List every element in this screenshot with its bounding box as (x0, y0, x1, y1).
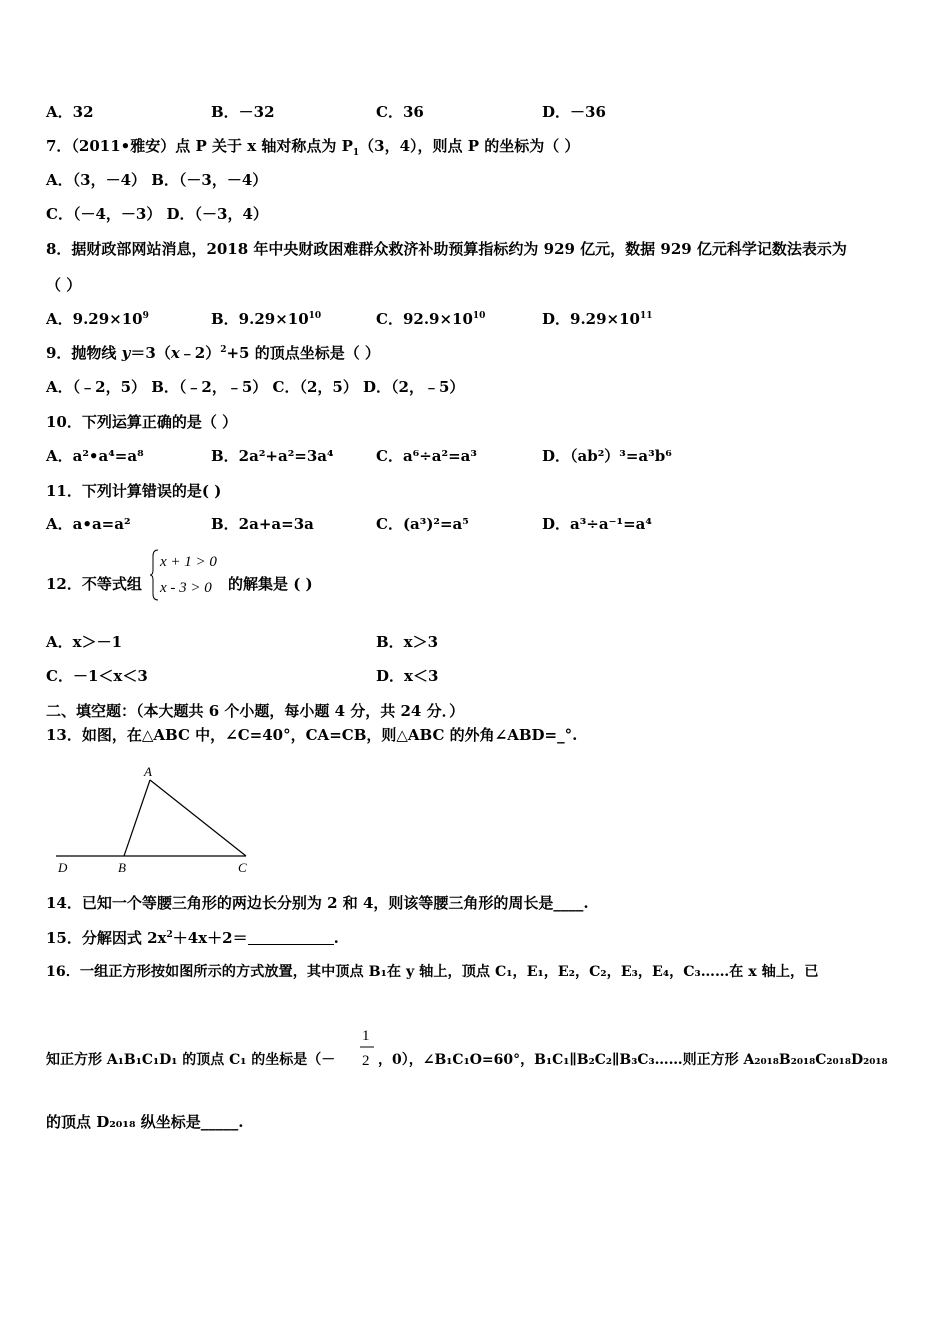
q8-paren: （ ） (46, 276, 82, 294)
q12-inequality-1: x + 1 > 0 (160, 554, 217, 570)
label-c: C (238, 860, 247, 875)
q12-inequality-system (150, 548, 230, 602)
q7-stem: 7．（2011•雅安）点 P 关于 x 轴对称点为 $P_1(3$，4），则点 P 的坐标为（ ） (46, 137, 580, 158)
q12-option-d: D．x＜3 (376, 667, 439, 685)
q7-options-cd: C．（－4，－3） D．（－3，4） (46, 205, 268, 223)
q10-stem: 10．下列运算正确的是（ ） (46, 413, 238, 431)
q13-triangle-figure (52, 762, 262, 877)
q16-line-2b: ，0），∠B₁C₁O=60°，B₁C₁∥B₂C₂∥B₃C₃……则正方形 A₂₀₁₈B₂₀₁₈C₂₀₁₈D₂₀₁₈ (378, 1052, 888, 1068)
label-b: B (118, 860, 126, 875)
q8-option-a: A．$9.29\times 10^9$ (46, 310, 149, 328)
q13-stem: 13．如图，在△ABC 中，∠C=40°，CA=CB，则△ABC 的外角∠ABD=_°. (46, 726, 578, 744)
q8-stem: 8．据财政部网站消息，2018 年中央财政困难群众救济补助预算指标约为 929 亿元，数据 929 亿元科学记数法表示为 (46, 240, 847, 258)
q15-answer-blank[interactable] (248, 930, 334, 945)
q11-stem: 11．下列计算错误的是( ) (46, 482, 222, 500)
q7-options-ab: A．（3，－4） B．（－3，－4） (46, 171, 268, 189)
q11-option-b: B．2a+a=3a (211, 515, 314, 533)
q6-option-b: B．－32 (211, 103, 275, 121)
q16-line-3: 的顶点 D₂₀₁₈ 纵坐标是_____. (46, 1113, 244, 1131)
q12-stem-b: 的解集是 ( ) (228, 575, 313, 593)
svg-text:2: 2 (362, 1053, 370, 1069)
q8-option-d: D．$9.29\times 10^{11}$ (542, 310, 653, 328)
q9-options: A．（﹣2，5） B．（﹣2，﹣5） C．（2，5） D．（2，﹣5） (46, 378, 465, 396)
q16-fraction-one-half (358, 1024, 376, 1074)
q12-option-b: B．x＞3 (376, 633, 439, 651)
q10-option-b: B．2a²+a²=3a⁴ (211, 447, 334, 465)
q10-option-d: D．（ab²）³=a³b⁶ (542, 447, 672, 465)
q11-option-c: C．(a³)²=a⁵ (376, 515, 469, 533)
section-heading: 二、填空题：（本大题共 6 个小题，每小题 4 分，共 24 分．） (46, 702, 465, 720)
label-a: A (144, 764, 152, 779)
q12-inequality-2: x - 3 > 0 (160, 580, 212, 596)
q10-option-c: C．a⁶÷a²=a³ (376, 447, 477, 465)
q15-stem: 15．分解因式 $2x^2+4x+2=$ . (46, 929, 339, 947)
q12-option-c: C．－1＜x＜3 (46, 667, 148, 685)
q10-option-a: A．a²•a⁴=a⁸ (46, 447, 144, 465)
q11-option-d: D．a³÷a⁻¹=a⁴ (542, 515, 652, 533)
svg-text:1: 1 (362, 1028, 370, 1044)
q9-stem: 9．抛物线 y＝3（x﹣2）$^2$+5 的顶点坐标是（ ） (46, 344, 380, 362)
brace-icon (150, 550, 158, 600)
q16-line-2a: 知正方形 A₁B₁C₁D₁ 的顶点 C₁ 的坐标是（－ (46, 1052, 336, 1068)
q6-option-c: C．36 (376, 103, 424, 121)
side-ab (124, 780, 150, 856)
q8-option-b: B．$9.29\times 10^{10}$ (211, 310, 322, 328)
label-d: D (58, 860, 68, 875)
q14-stem: 14．已知一个等腰三角形的两边长分别为 2 和 4，则该等腰三角形的周长是____. (46, 894, 589, 912)
q6-option-a: A．32 (46, 103, 94, 121)
q11-option-a: A．a•a=a² (46, 515, 131, 533)
side-ac (150, 780, 246, 856)
q12-stem-a: 12．不等式组 (46, 575, 142, 593)
q12-option-a: A．x＞－1 (46, 633, 123, 651)
q6-option-d: D．－36 (542, 103, 606, 121)
q8-option-c: C．$92.9\times 10^{10}$ (376, 310, 486, 328)
q16-line-1: 16．一组正方形按如图所示的方式放置，其中顶点 B₁在 y 轴上，顶点 C₁，E₁，E₂，C₂，E₃，E₄，C₃……在 x 轴上，已 (46, 964, 819, 980)
